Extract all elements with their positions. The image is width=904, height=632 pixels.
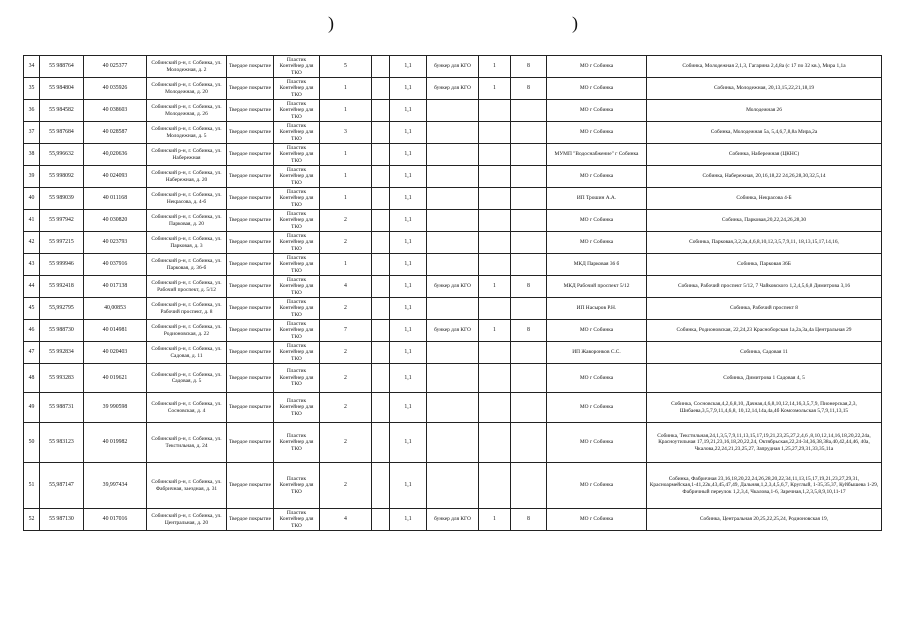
container-volume-cell: 1,1 <box>390 166 427 188</box>
bunker-type-cell: бункер для КГО <box>427 78 479 100</box>
row-number: 47 <box>24 342 40 364</box>
latitude-cell: 55 992834 <box>40 342 84 364</box>
container-volume-cell: 1,1 <box>390 78 427 100</box>
container-count-cell: 7 <box>320 320 372 342</box>
latitude-cell: 55 997942 <box>40 210 84 232</box>
waste-source-cell: Молодежная 26 <box>647 100 882 122</box>
waste-source-cell: Собинка, Некрасова 4-Б <box>647 188 882 210</box>
row-number: 41 <box>24 210 40 232</box>
container-count-cell: 2 <box>320 393 372 423</box>
container-type-cell: Пластик Контейнер для ТКО <box>274 122 320 144</box>
empty-cell <box>372 342 390 364</box>
bunker-type-cell <box>427 122 479 144</box>
table-row <box>24 463 882 509</box>
table-row <box>24 423 882 463</box>
row-number: 38 <box>24 144 40 166</box>
longitude-cell: 40 028587 <box>84 122 147 144</box>
bunker-volume-cell <box>511 166 547 188</box>
bunker-count-cell: 1 <box>479 509 511 531</box>
container-type-cell: Пластик Контейнер для ТКО <box>274 393 320 423</box>
bunker-count-cell: 1 <box>479 276 511 298</box>
bunker-count-cell <box>479 463 511 509</box>
latitude-cell: 55 998092 <box>40 166 84 188</box>
bunker-volume-cell <box>511 232 547 254</box>
longitude-cell: 39,997434 <box>84 463 147 509</box>
longitude-cell: 40 035926 <box>84 78 147 100</box>
container-sites-table <box>23 55 882 531</box>
owner-cell: МУМП "Водоснабжение" г Собинка <box>547 144 647 166</box>
latitude-cell: 55 993283 <box>40 364 84 393</box>
latitude-cell: 55 997215 <box>40 232 84 254</box>
waste-source-cell: Собинка, Набережная, 20,16,18,22 24,26,28,30,32,5,14 <box>647 166 882 188</box>
longitude-cell: 40 023793 <box>84 232 147 254</box>
container-count-cell: 5 <box>320 56 372 78</box>
surface-cell: Твердое покрытие <box>227 166 274 188</box>
latitude-cell: 55 992418 <box>40 276 84 298</box>
container-type-cell: Пластик Контейнер для ТКО <box>274 298 320 320</box>
container-type-cell: Пластик Контейнер для ТКО <box>274 56 320 78</box>
address-cell: Собинский р-н, г. Собинка, ул. Набережная <box>147 144 227 166</box>
bunker-volume-cell <box>511 393 547 423</box>
bunker-volume-cell: 8 <box>511 78 547 100</box>
owner-cell: МО г Собинка <box>547 509 647 531</box>
owner-cell: МО г Собинка <box>547 78 647 100</box>
waste-source-cell: Собинка, Молодежная, 20,13,15,22,21,18,19 <box>647 78 882 100</box>
longitude-cell: 40 025377 <box>84 56 147 78</box>
waste-source-cell: Собинка, Сосновская,4,2,6,8,10, Дачная,4,6,8,10,12,14,16,3,5,7,9, Пионерская,2,3, Шибаева,3,5,7,9,11,4,6,8, 10,12,14,14а,4а,4б Комсомольская 5,7,9,11,13,15 <box>647 393 882 423</box>
container-volume-cell: 1,1 <box>390 509 427 531</box>
owner-cell: МО г Собинка <box>547 166 647 188</box>
bunker-count-cell <box>479 122 511 144</box>
bunker-count-cell <box>479 342 511 364</box>
address-cell: Собинский р-н, г. Собинка, ул. Текстильная, д. 24 <box>147 423 227 463</box>
surface-cell: Твердое покрытие <box>227 78 274 100</box>
bunker-volume-cell <box>511 463 547 509</box>
surface-cell: Твердое покрытие <box>227 188 274 210</box>
surface-cell: Твердое покрытие <box>227 393 274 423</box>
container-volume-cell: 1,1 <box>390 56 427 78</box>
bunker-volume-cell: 8 <box>511 56 547 78</box>
longitude-cell: 40,00853 <box>84 298 147 320</box>
bunker-count-cell <box>479 298 511 320</box>
bunker-volume-cell: 8 <box>511 509 547 531</box>
address-cell: Собинский р-н, г. Собинка, ул. Молодежная, д. 2 <box>147 56 227 78</box>
address-cell: Собинский р-н, г. Собинка, ул. Молодежная, д. 5 <box>147 122 227 144</box>
container-count-cell: 2 <box>320 463 372 509</box>
container-type-cell: Пластик Контейнер для ТКО <box>274 509 320 531</box>
container-volume-cell: 1,1 <box>390 254 427 276</box>
bunker-type-cell <box>427 100 479 122</box>
bunker-volume-cell: 8 <box>511 320 547 342</box>
surface-cell: Твердое покрытие <box>227 122 274 144</box>
address-cell: Собинский р-н, г. Собинка, ул. Рабочий проспект, д. 5/12 <box>147 276 227 298</box>
bunker-count-cell: 1 <box>479 78 511 100</box>
owner-cell: МКД Парковая 36 б <box>547 254 647 276</box>
container-count-cell: 2 <box>320 342 372 364</box>
bunker-type-cell <box>427 188 479 210</box>
container-type-cell: Пластик Контейнер для ТКО <box>274 78 320 100</box>
waste-source-cell: Собинка, Садовая 11 <box>647 342 882 364</box>
longitude-cell: 40 014981 <box>84 320 147 342</box>
row-number: 45 <box>24 298 40 320</box>
latitude-cell: 55,987147 <box>40 463 84 509</box>
bunker-type-cell: бункер для КГО <box>427 509 479 531</box>
container-volume-cell: 1,1 <box>390 144 427 166</box>
container-count-cell: 2 <box>320 298 372 320</box>
bunker-count-cell <box>479 254 511 276</box>
waste-source-cell: Собинка, Парковая,20,22,24,26,28,30 <box>647 210 882 232</box>
bunker-count-cell: 1 <box>479 56 511 78</box>
longitude-cell: 40 019621 <box>84 364 147 393</box>
address-cell: Собинский р-н, г. Собинка, ул. Парковая, д. 36-б <box>147 254 227 276</box>
address-cell: Собинский р-н, г. Собинка, ул. Садовая, д. 11 <box>147 342 227 364</box>
empty-cell <box>372 100 390 122</box>
bunker-type-cell: бункер для КГО <box>427 276 479 298</box>
owner-cell: МО г Собинка <box>547 364 647 393</box>
empty-cell <box>372 364 390 393</box>
row-number: 51 <box>24 463 40 509</box>
bunker-volume-cell <box>511 210 547 232</box>
container-type-cell: Пластик Контейнер для ТКО <box>274 166 320 188</box>
address-cell: Собинский р-н, г. Собинка, ул. Сосновская, д. 4 <box>147 393 227 423</box>
surface-cell: Твердое покрытие <box>227 210 274 232</box>
longitude-cell: 40,020636 <box>84 144 147 166</box>
container-type-cell: Пластик Контейнер для ТКО <box>274 320 320 342</box>
table-row <box>24 166 882 188</box>
owner-cell: МО г Собинка <box>547 423 647 463</box>
surface-cell: Твердое покрытие <box>227 232 274 254</box>
waste-source-cell: Собинка, Рабочий проспект 5/12, 7 Чайковского 1,2,4,5,6,8 Димитрова 3,16 <box>647 276 882 298</box>
longitude-cell: 40 038603 <box>84 100 147 122</box>
container-count-cell: 1 <box>320 144 372 166</box>
margin-mark-left: ) <box>328 13 334 33</box>
longitude-cell: 40 019982 <box>84 423 147 463</box>
owner-cell: МО г Собинка <box>547 56 647 78</box>
waste-source-cell: Собинка, Набережная (ЦКНС) <box>647 144 882 166</box>
row-number: 46 <box>24 320 40 342</box>
empty-cell <box>372 122 390 144</box>
bunker-type-cell <box>427 463 479 509</box>
address-cell: Собинский р-н, г. Собинка, ул. Центральная, д. 20 <box>147 509 227 531</box>
longitude-cell: 40 037916 <box>84 254 147 276</box>
row-number: 39 <box>24 166 40 188</box>
bunker-count-cell <box>479 232 511 254</box>
row-number: 40 <box>24 188 40 210</box>
surface-cell: Твердое покрытие <box>227 144 274 166</box>
latitude-cell: 55 984804 <box>40 78 84 100</box>
table-row <box>24 210 882 232</box>
owner-cell: МО г Собинка <box>547 100 647 122</box>
latitude-cell: 55,992795 <box>40 298 84 320</box>
empty-cell <box>372 423 390 463</box>
bunker-count-cell <box>479 100 511 122</box>
waste-source-cell: Собинка, Димитрова 1 Садовая 4, 5 <box>647 364 882 393</box>
bunker-volume-cell <box>511 254 547 276</box>
bunker-count-cell <box>479 210 511 232</box>
empty-cell <box>372 320 390 342</box>
surface-cell: Твердое покрытие <box>227 463 274 509</box>
container-type-cell: Пластик Контейнер для ТКО <box>274 342 320 364</box>
longitude-cell: 39 990598 <box>84 393 147 423</box>
container-count-cell: 2 <box>320 232 372 254</box>
empty-cell <box>372 276 390 298</box>
container-count-cell: 2 <box>320 423 372 463</box>
waste-source-cell: Собинка, Парковая 36Б <box>647 254 882 276</box>
bunker-type-cell <box>427 393 479 423</box>
container-volume-cell: 1,1 <box>390 122 427 144</box>
container-type-cell: Пластик Контейнер для ТКО <box>274 232 320 254</box>
bunker-count-cell: 1 <box>479 320 511 342</box>
address-cell: Собинский р-н, г. Собинка, ул. Рабочий проспект, д. 8 <box>147 298 227 320</box>
longitude-cell: 40 011168 <box>84 188 147 210</box>
bunker-volume-cell <box>511 188 547 210</box>
surface-cell: Твердое покрытие <box>227 509 274 531</box>
latitude-cell: 55 988730 <box>40 320 84 342</box>
container-count-cell: 1 <box>320 188 372 210</box>
empty-cell <box>372 56 390 78</box>
address-cell: Собинский р-н, г. Собинка, ул. Садовая, д. 5 <box>147 364 227 393</box>
owner-cell: МКД Рабочий проспект 5/12 <box>547 276 647 298</box>
surface-cell: Твердое покрытие <box>227 100 274 122</box>
row-number: 37 <box>24 122 40 144</box>
surface-cell: Твердое покрытие <box>227 423 274 463</box>
bunker-volume-cell <box>511 122 547 144</box>
longitude-cell: 40 017138 <box>84 276 147 298</box>
margin-mark-right: ) <box>572 13 578 33</box>
surface-cell: Твердое покрытие <box>227 320 274 342</box>
owner-cell: МО г Собинка <box>547 210 647 232</box>
container-volume-cell: 1,1 <box>390 100 427 122</box>
table-row <box>24 298 882 320</box>
bunker-type-cell <box>427 298 479 320</box>
bunker-count-cell <box>479 166 511 188</box>
table-row <box>24 188 882 210</box>
waste-source-cell: Собинка, Молодежная 2,1,3, Гагарина 2,4,8а (с 17 по 32 кв.), Мира 1,1а <box>647 56 882 78</box>
table-row <box>24 100 882 122</box>
owner-cell: ИП Трошин А.А. <box>547 188 647 210</box>
bunker-volume-cell <box>511 342 547 364</box>
latitude-cell: 55 984582 <box>40 100 84 122</box>
bunker-type-cell <box>427 166 479 188</box>
container-volume-cell: 1,1 <box>390 298 427 320</box>
container-type-cell: Пластик Контейнер для ТКО <box>274 276 320 298</box>
bunker-type-cell <box>427 144 479 166</box>
latitude-cell: 55 987130 <box>40 509 84 531</box>
container-count-cell: 4 <box>320 276 372 298</box>
waste-source-cell: Собинка, Рабочий проспект 8 <box>647 298 882 320</box>
owner-cell: МО г Собинка <box>547 463 647 509</box>
latitude-cell: 55 988764 <box>40 56 84 78</box>
waste-source-cell: Собинка, Парковая,3,2,2а,4,6,8,10,12,3,5,7,9,11, 18,13,15,17,14,16, <box>647 232 882 254</box>
surface-cell: Твердое покрытие <box>227 56 274 78</box>
waste-source-cell: Собинка, Фабричная 23,16,18,20,22,24,26,28,20,22,34,11,13,15,17,19,21,23,27,29,31, Красноармейская,1-41,22к,43,45,47,49, Дальняя,1,2,3,4,5,6,7, Круглый, 1-35,35,37, Куйбышева 1-29, Фабричный переулок 1,2,3,4, Чкалова,1-6, Заречная,1,2,3,5,8,9,10,11-17 <box>647 463 882 509</box>
address-cell: Собинский р-н, г. Собинка, ул. Набережная, д. 20 <box>147 166 227 188</box>
empty-cell <box>372 298 390 320</box>
container-volume-cell: 1,1 <box>390 276 427 298</box>
waste-source-cell: Собинка, Текстильная,24,1,3,5,7,9,11,13,15,17,19,21,23,25,27,2,4,6 ,8,10,12,14,16,18,20,22,24а, Красноутильная 17,19,21,23,16,18,20,22,24, Октябрьская,22,24-34,36,38,38а,40,42,44,46, 40а, Чкалова,22,24,21,23,25,27, Запрудная 1,25,27,29,31,33,35,11а <box>647 423 882 463</box>
bunker-count-cell <box>479 364 511 393</box>
bunker-type-cell <box>427 210 479 232</box>
container-volume-cell: 1,1 <box>390 423 427 463</box>
address-cell: Собинский р-н, г. Собинка, ул. Молодежная, д. 20 <box>147 78 227 100</box>
owner-cell: МО г Собинка <box>547 122 647 144</box>
latitude-cell: 55 983123 <box>40 423 84 463</box>
owner-cell: МО г Собинка <box>547 320 647 342</box>
empty-cell <box>372 144 390 166</box>
table-row <box>24 320 882 342</box>
latitude-cell: 55 999946 <box>40 254 84 276</box>
bunker-volume-cell <box>511 298 547 320</box>
container-type-cell: Пластик Контейнер для ТКО <box>274 254 320 276</box>
container-volume-cell: 1,1 <box>390 364 427 393</box>
row-number: 48 <box>24 364 40 393</box>
row-number: 36 <box>24 100 40 122</box>
waste-source-cell: Собинка, Молодежная 5а, 5,4,6,7,8,8а Мира,2а <box>647 122 882 144</box>
table-row <box>24 254 882 276</box>
container-count-cell: 1 <box>320 78 372 100</box>
container-count-cell: 1 <box>320 166 372 188</box>
container-count-cell: 2 <box>320 210 372 232</box>
empty-cell <box>372 463 390 509</box>
row-number: 35 <box>24 78 40 100</box>
container-type-cell: Пластик Контейнер для ТКО <box>274 423 320 463</box>
container-count-cell: 1 <box>320 254 372 276</box>
longitude-cell: 40 017016 <box>84 509 147 531</box>
longitude-cell: 40 024093 <box>84 166 147 188</box>
bunker-count-cell <box>479 423 511 463</box>
address-cell: Собинский р-н, г. Собинка, ул. Некрасова, д. 4-б <box>147 188 227 210</box>
table-row <box>24 342 882 364</box>
surface-cell: Твердое покрытие <box>227 364 274 393</box>
empty-cell <box>372 210 390 232</box>
surface-cell: Твердое покрытие <box>227 298 274 320</box>
empty-cell <box>372 188 390 210</box>
address-cell: Собинский р-н, г. Собинка, ул. Парковая, д. 3 <box>147 232 227 254</box>
empty-cell <box>372 78 390 100</box>
empty-cell <box>372 509 390 531</box>
container-type-cell: Пластик Контейнер для ТКО <box>274 463 320 509</box>
owner-cell: МО г Собинка <box>547 232 647 254</box>
bunker-type-cell <box>427 342 479 364</box>
owner-cell: ИП Жаворонков С.С. <box>547 342 647 364</box>
bunker-count-cell <box>479 393 511 423</box>
container-count-cell: 4 <box>320 509 372 531</box>
bunker-type-cell: бункер для КГО <box>427 56 479 78</box>
bunker-volume-cell: 8 <box>511 276 547 298</box>
waste-source-cell: Собинка, Родионовская, 22,24,23 Красноборская 1а,2а,3а,4а Центральная 29 <box>647 320 882 342</box>
container-volume-cell: 1,1 <box>390 463 427 509</box>
surface-cell: Твердое покрытие <box>227 276 274 298</box>
table-row <box>24 122 882 144</box>
address-cell: Собинский р-н, г. Собинка, ул. Фабричная, заездная, д. 31 <box>147 463 227 509</box>
bunker-count-cell <box>479 144 511 166</box>
latitude-cell: 55 988731 <box>40 393 84 423</box>
container-volume-cell: 1,1 <box>390 320 427 342</box>
table-row <box>24 276 882 298</box>
container-volume-cell: 1,1 <box>390 232 427 254</box>
surface-cell: Твердое покрытие <box>227 342 274 364</box>
row-number: 42 <box>24 232 40 254</box>
row-number: 49 <box>24 393 40 423</box>
row-number: 34 <box>24 56 40 78</box>
container-type-cell: Пластик Контейнер для ТКО <box>274 100 320 122</box>
longitude-cell: 40 030820 <box>84 210 147 232</box>
bunker-volume-cell <box>511 144 547 166</box>
bunker-volume-cell <box>511 423 547 463</box>
longitude-cell: 40 020403 <box>84 342 147 364</box>
latitude-cell: 55 987684 <box>40 122 84 144</box>
table-row <box>24 509 882 531</box>
row-number: 44 <box>24 276 40 298</box>
bunker-volume-cell <box>511 364 547 393</box>
bunker-volume-cell <box>511 100 547 122</box>
container-volume-cell: 1,1 <box>390 210 427 232</box>
empty-cell <box>372 166 390 188</box>
address-cell: Собинский р-н, г. Собинка, ул. Родионовская, д. 22 <box>147 320 227 342</box>
waste-source-cell: Собинка, Центральная 20,25,22,25,24, Родионовская 19, <box>647 509 882 531</box>
table-row <box>24 364 882 393</box>
address-cell: Собинский р-н, г. Собинка, ул. Молодежная, д. 26 <box>147 100 227 122</box>
container-volume-cell: 1,1 <box>390 188 427 210</box>
bunker-type-cell <box>427 232 479 254</box>
row-number: 52 <box>24 509 40 531</box>
latitude-cell: 55,996632 <box>40 144 84 166</box>
empty-cell <box>372 232 390 254</box>
container-count-cell: 2 <box>320 364 372 393</box>
address-cell: Собинский р-н, г. Собинка, ул. Парковая, д. 20 <box>147 210 227 232</box>
container-volume-cell: 1,1 <box>390 342 427 364</box>
row-number: 50 <box>24 423 40 463</box>
table-row <box>24 78 882 100</box>
bunker-type-cell <box>427 254 479 276</box>
table-row <box>24 393 882 423</box>
row-number: 43 <box>24 254 40 276</box>
container-type-cell: Пластик Контейнер для ТКО <box>274 364 320 393</box>
container-volume-cell: 1,1 <box>390 393 427 423</box>
empty-cell <box>372 254 390 276</box>
bunker-type-cell: бункер для КГО <box>427 320 479 342</box>
surface-cell: Твердое покрытие <box>227 254 274 276</box>
bunker-count-cell <box>479 188 511 210</box>
table-row <box>24 232 882 254</box>
container-count-cell: 3 <box>320 122 372 144</box>
container-type-cell: Пластик Контейнер для ТКО <box>274 144 320 166</box>
container-count-cell: 1 <box>320 100 372 122</box>
table-row <box>24 56 882 78</box>
owner-cell: ИП Насыров Р.Н. <box>547 298 647 320</box>
container-type-cell: Пластик Контейнер для ТКО <box>274 188 320 210</box>
table-row <box>24 144 882 166</box>
bunker-type-cell <box>427 364 479 393</box>
owner-cell: МО г Собинка <box>547 393 647 423</box>
bunker-type-cell <box>427 423 479 463</box>
latitude-cell: 55 989039 <box>40 188 84 210</box>
empty-cell <box>372 393 390 423</box>
container-type-cell: Пластик Контейнер для ТКО <box>274 210 320 232</box>
